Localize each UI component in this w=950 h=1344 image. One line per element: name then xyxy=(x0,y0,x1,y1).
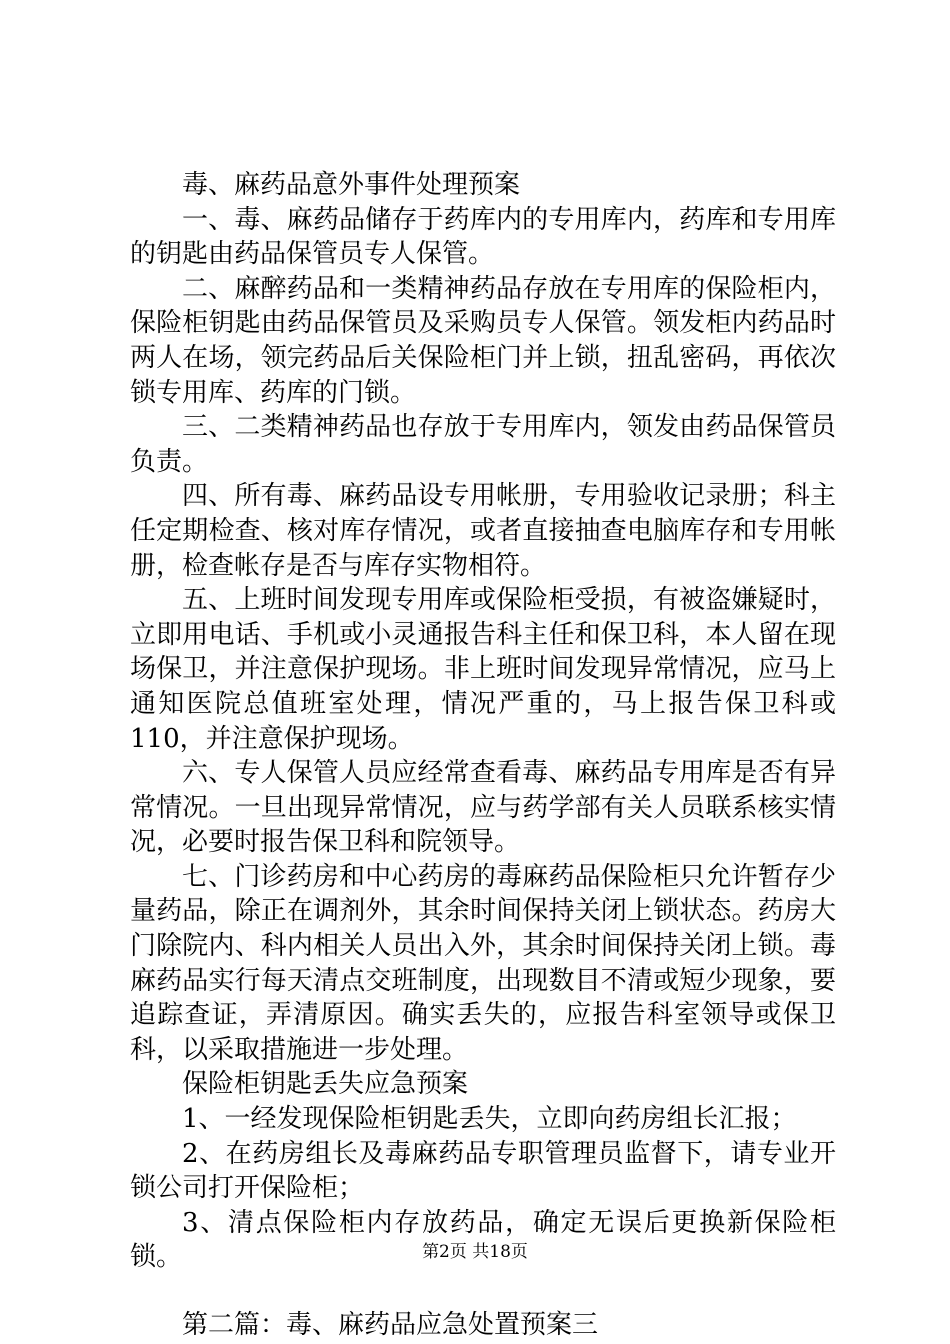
paragraph-7: 七、门诊药房和中心药房的毒麻药品保险柜只允许暂存少量药品，除正在调剂外，其余时间保持关闭上锁状态。药房大门除院内、科内相关人员出入外，其余时间保持关闭上锁。毒麻药品实行每天清点交班制度，出现数目不清或短少现象，要追踪查证，弄清原因。确实丢失的，应报告科室领导或保卫科，以采取措施进一步处理。 xyxy=(130,861,836,1065)
document-body xyxy=(130,168,836,1343)
section2-item-1: 1、一经发现保险柜钥匙丢失，立即向药房组长汇报； xyxy=(182,1104,797,1135)
paragraph-1: 一、毒、麻药品储存于药库内的专用库内，药库和专用库的钥匙由药品保管员专人保管。 xyxy=(130,204,836,270)
paragraph-3: 三、二类精神药品也存放于专用库内，领发由药品保管员负责。 xyxy=(130,412,836,477)
paragraph-2: 二、麻醉药品和一类精神药品存放在专用库的保险柜内，保险柜钥匙由药品保管员及采购员专人保管。领发柜内药品时两人在场，领完药品后关保险柜门并上锁，扭乱密码，再依次锁专用库、药库的门锁。 xyxy=(130,273,836,408)
document-title: 毒、麻药品意外事件处理预案 xyxy=(182,170,521,200)
paragraph-4: 四、所有毒、麻药品设专用帐册，专用验收记录册；科主任定期检查、核对库存情况，或者直接抽查电脑库存和专用帐册，检查帐存是否与库存实物相符。 xyxy=(130,481,836,581)
section2-title: 保险柜钥匙丢失应急预案 xyxy=(182,1069,469,1100)
section2-item-2: 2、在药房组长及毒麻药品专职管理员监督下，请专业开锁公司打开保险柜； xyxy=(130,1138,836,1204)
section2-item-3: 3、清点保险柜内存放药品，确定无误后更换新保险柜锁。 xyxy=(130,1207,836,1273)
paragraph-6: 六、专人保管人员应经常查看毒、麻药品专用库是否有异常情况。一旦出现异常情况，应与药学部有关人员联系核实情况，必要时报告保卫科和院领导。 xyxy=(130,758,836,858)
chapter-heading: 第二篇：毒、麻药品应急处置预案三 xyxy=(182,1310,599,1340)
paragraph-5: 五、上班时间发现专用库或保险柜受损，有被盗嫌疑时，立即用电话、手机或小灵通报告科主任和保卫科，本人留在现场保卫，并注意保护现场。非上班时间发现异常情况，应马上通知医院总值班室处理，情况严重的，马上报告保卫科或110，并注意保护现场。 xyxy=(130,585,836,754)
page-footer: 第2页 共18页 xyxy=(422,1242,528,1262)
